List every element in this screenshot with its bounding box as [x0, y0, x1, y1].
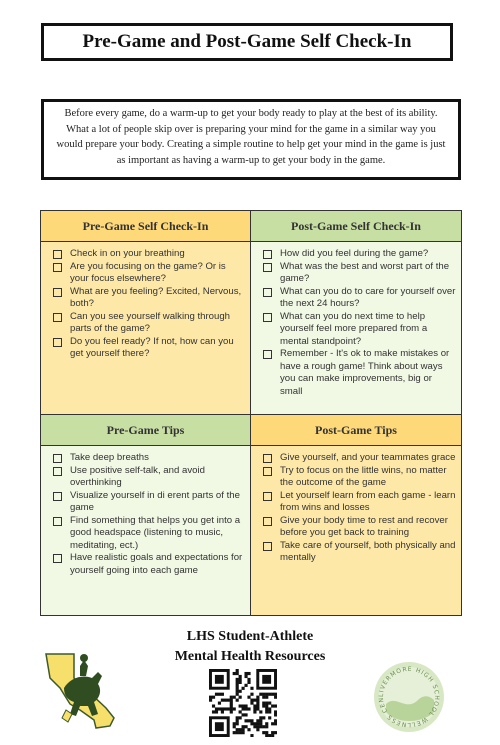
checklist-item-text: Take deep breaths [70, 452, 149, 463]
post-game-checkin-panel [251, 211, 461, 415]
checklist-item-text: How did you feel during the game? [280, 248, 429, 259]
checklist-item [53, 336, 246, 361]
checklist-item-text: What can you do to care for yourself over the next 24 hours? [280, 285, 456, 309]
checkbox-icon[interactable] [263, 263, 272, 272]
checklist-item-text: Check in on your breathing [70, 248, 185, 259]
checklist-item-text: Take care of yourself, both physically and mentally [280, 539, 456, 563]
checklist-item [53, 248, 246, 261]
checklist-item-text: Give your body time to rest and recover before you get back to training [280, 514, 448, 538]
checkbox-icon[interactable] [263, 288, 272, 297]
checkbox-icon[interactable] [263, 517, 272, 526]
checklist-item-text: Can you see yourself walking through parts of the game? [70, 310, 230, 334]
panel-heading: Post-Game Tips [251, 415, 461, 446]
checklist-item [263, 261, 457, 286]
pre-game-checkin-panel [41, 211, 251, 415]
checklist-item [53, 452, 246, 465]
checklist [53, 248, 246, 361]
checklist-item-text: What can you do next time to help yourself feel more prepared from a mental standpoint? [280, 310, 428, 347]
checklist-item-text: What are you feeling? Excited, Nervous, both? [70, 285, 242, 309]
seal-text: LIVERMORE HIGH SCHOOL WELLNESS CEN [377, 665, 441, 729]
checkbox-icon[interactable] [263, 467, 272, 476]
checklist-item-text: Give yourself, and your teammates grace [280, 452, 456, 463]
checkbox-icon[interactable] [53, 313, 62, 322]
checklist-item-text: Do you feel ready? If not, how can you get yourself there? [70, 335, 234, 359]
pre-game-tips-panel [41, 415, 251, 615]
checklist-item [53, 552, 246, 577]
checklist-item [53, 261, 246, 286]
checklist-item [263, 490, 457, 515]
checkbox-icon[interactable] [263, 492, 272, 501]
checklist [53, 452, 246, 577]
checklist-item [263, 311, 457, 349]
wellness-center-seal-icon [372, 660, 446, 739]
qr-code-icon [209, 669, 277, 742]
checklist-item [263, 348, 457, 398]
checklist-item-text: Visualize yourself in di erent parts of the game [70, 489, 240, 513]
checklist-item [263, 286, 457, 311]
checklist-item [53, 465, 246, 490]
checklist-item-text: Find something that helps you get into a good headspace (listening to music, meditating, ect.) [70, 514, 241, 551]
checkbox-icon[interactable] [263, 250, 272, 259]
checklist-item [263, 465, 457, 490]
footer-title [150, 627, 350, 667]
checkbox-icon[interactable] [263, 313, 272, 322]
checkbox-icon[interactable] [53, 454, 62, 463]
panel-heading: Pre-Game Tips [41, 415, 250, 446]
checklist [263, 248, 457, 398]
checklist-item-text: Are you focusing on the game? Or is your focus elsewhere? [70, 260, 226, 284]
checklist-item-text: Let yourself learn from each game - learn from wins and losses [280, 489, 456, 513]
page-title: Pre-Game and Post-Game Self Check-In [41, 23, 453, 61]
checkin-grid [40, 210, 462, 616]
checkbox-icon[interactable] [53, 467, 62, 476]
checkbox-icon[interactable] [53, 554, 62, 563]
checklist-item [263, 248, 457, 261]
checklist-item [263, 452, 457, 465]
panel-heading: Post-Game Self Check-In [251, 211, 461, 242]
panel-heading: Pre-Game Self Check-In [41, 211, 250, 242]
checkbox-icon[interactable] [53, 517, 62, 526]
checklist-item-text: What was the best and worst part of the game? [280, 260, 450, 284]
checklist-item [263, 515, 457, 540]
checkbox-icon[interactable] [263, 454, 272, 463]
footer-line-2: Mental Health Resources [174, 649, 326, 664]
checkbox-icon[interactable] [263, 350, 272, 359]
checklist-item-text: Have realistic goals and expectations for yourself going into each game [70, 552, 243, 576]
checklist-item [53, 286, 246, 311]
checkbox-icon[interactable] [53, 338, 62, 347]
checkbox-icon[interactable] [263, 542, 272, 551]
checklist-item [53, 490, 246, 515]
checklist-item [53, 515, 246, 553]
checklist-item-text: Try to focus on the little wins, no matter the outcome of the game [280, 464, 447, 488]
footer-line-1: LHS Student-Athlete [186, 629, 314, 644]
checkbox-icon[interactable] [53, 250, 62, 259]
checklist [263, 452, 457, 565]
post-game-tips-panel [251, 415, 461, 615]
checklist-item-text: Remember - It's ok to make mistakes or have a rough game! Think about ways you can make improvements, big or small [280, 348, 450, 397]
checkbox-icon[interactable] [53, 263, 62, 272]
checkbox-icon[interactable] [53, 492, 62, 501]
school-logo-icon [40, 648, 126, 737]
checklist-item-text: Use positive self-talk, and avoid overthinking [70, 464, 205, 488]
checkbox-icon[interactable] [53, 288, 62, 297]
intro-text: Before every game, do a warm-up to get your body ready to play at the best of its ability. What a lot of people skip over is preparing your mind for the game in a similar way you would prepare your body. Creating a simple routine to help get your mind in the game is just as important as having a warm-up to get your body in the game. [41, 99, 461, 180]
checklist-item [263, 540, 457, 565]
checklist-item [53, 311, 246, 336]
